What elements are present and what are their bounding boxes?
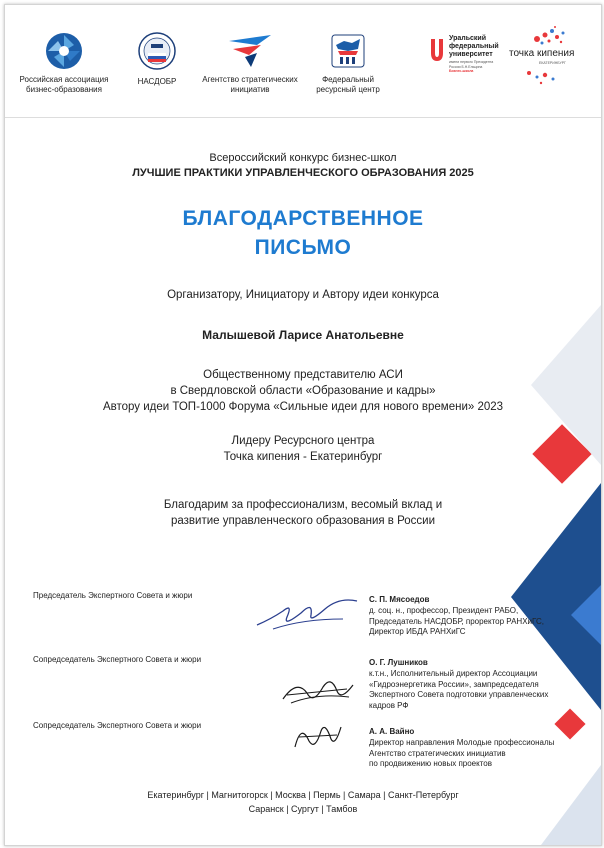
urfu-logo-icon (429, 37, 445, 63)
para2-line-1: Лидеру Ресурсного центра (231, 435, 375, 447)
urfu-small-2: России Б.Н.Ельцина (449, 64, 483, 69)
tochka-city: ЕКАТЕРИНБУРГ (539, 61, 566, 65)
frc-label-1: Федеральный (322, 75, 374, 84)
signature-2-name: О. Г. Лушников (369, 658, 428, 667)
thanks-line-2: развитие управленческого образования в России (170, 515, 436, 527)
contest-title: ЛУЧШИЕ ПРАКТИКИ УПРАВЛЕНЧЕСКОГО ОБРАЗОВАНИЯ 2025 (132, 167, 474, 179)
signature-3-desc-line: Директор направления Молодые профессионалы (369, 738, 555, 747)
signature-2-desc-line: к.т.н., Исполнительный директор Ассоциации (369, 669, 538, 678)
signature-1-desc-line: д. соц. н., профессор, Президент РАБО, (369, 606, 519, 615)
header-logos (5, 5, 601, 118)
signature-3-desc (369, 738, 589, 770)
asi-label-2: инициатив (230, 85, 270, 94)
signature-1-desc-line: Председатель НАСДОБР, проректор РАНХиГС, (369, 616, 544, 626)
raba-label-1: Российская ассоциация (19, 75, 109, 84)
para1-line-2: в Свердловской области «Образование и кадры» (170, 385, 436, 397)
signature-3-handwriting (287, 717, 347, 753)
letter-title-line-1: БЛАГОДАРСТВЕННОЕ (182, 207, 424, 230)
signature-1-handwriting (253, 589, 363, 633)
signature-2-role: Сопредседатель Экспертного Совета и жюри (33, 655, 202, 664)
urfu-line-3: университет (449, 51, 493, 58)
raba-label-2: бизнес-образования (26, 85, 102, 94)
decorative-triangles (511, 5, 601, 845)
bubbles-icon (517, 25, 577, 47)
signature-3-role: Сопредседатель Экспертного Совета и жюри (33, 721, 202, 730)
nasdobr-label: НАСДОБР (137, 77, 177, 86)
frc-label-2: ресурсный центр (316, 85, 380, 94)
nasdobr-logo (127, 31, 187, 87)
recipient-role: Организатору, Инициатору и Автору идеи конкурса (167, 289, 439, 301)
para1-line-1: Общественному представителю АСИ (203, 369, 403, 381)
raba-logo-icon (44, 31, 84, 71)
tochka-bubbles-lower-icon (519, 67, 569, 87)
signature-3-desc-line: по продвижению новых проектов (369, 759, 492, 768)
urfu-small-3: Бизнес-школа (449, 69, 474, 73)
tochka-name: точка кипения (509, 48, 575, 59)
tochka-kipeniya-logo (509, 25, 583, 85)
raba-logo (19, 31, 109, 95)
signature-1-desc-line: Директор ИБДА РАНХиГС (369, 627, 466, 636)
signature-3-desc-line: Агентство стратегических инициатив (369, 748, 506, 758)
thanks-line-1: Благодарим за профессионализм, весомый вклад и (163, 499, 443, 511)
urfu-line-1: Уральский (449, 35, 487, 42)
signature-2-desc-line: Экспертного Совета подготовки управленческих (369, 690, 549, 699)
footer-cities-line-1: Екатеринбург | Магнитогорск | Москва | Пермь | Самара | Санкт-Петербург (147, 790, 459, 800)
signature-1-name: С. П. Мясоедов (369, 595, 430, 604)
asi-label-1: Агентство стратегических (202, 75, 298, 84)
signature-2-desc-line: «Гидроэнергетика России», зампредседателя (369, 679, 539, 689)
signature-2-handwriting (277, 669, 357, 713)
asi-logo-icon (227, 31, 273, 71)
contest-subtitle: Всероссийский конкурс бизнес-школ (209, 152, 397, 164)
signature-1-desc (369, 606, 589, 638)
signature-3-name: А. А. Вайно (369, 727, 415, 736)
certificate-page (4, 4, 602, 846)
letter-title-line-2: ПИСЬМО (254, 236, 352, 259)
signature-2-desc (369, 669, 589, 711)
signature-1-role: Председатель Экспертного Совета и жюри (33, 591, 193, 600)
nasdobr-logo-icon (137, 31, 177, 73)
frc-logo-icon (328, 31, 368, 71)
signature-2-desc-line: кадров РФ (369, 700, 409, 710)
urfu-small-1: имени первого Президента (449, 60, 494, 64)
urfu-line-2: федеральный (449, 43, 499, 50)
asi-logo (195, 31, 305, 95)
frc-logo (303, 31, 393, 95)
recipient-name: Малышевой Ларисе Анатольевне (202, 328, 404, 342)
para1-line-3: Автору идеи ТОП-1000 Форума «Сильные идеи для нового времени» 2023 (102, 401, 504, 413)
urfu-logo (429, 35, 509, 79)
para2-line-2: Точка кипения - Екатеринбург (223, 451, 383, 463)
footer-cities-line-2: Саранск | Сургут | Тамбов (248, 804, 358, 814)
